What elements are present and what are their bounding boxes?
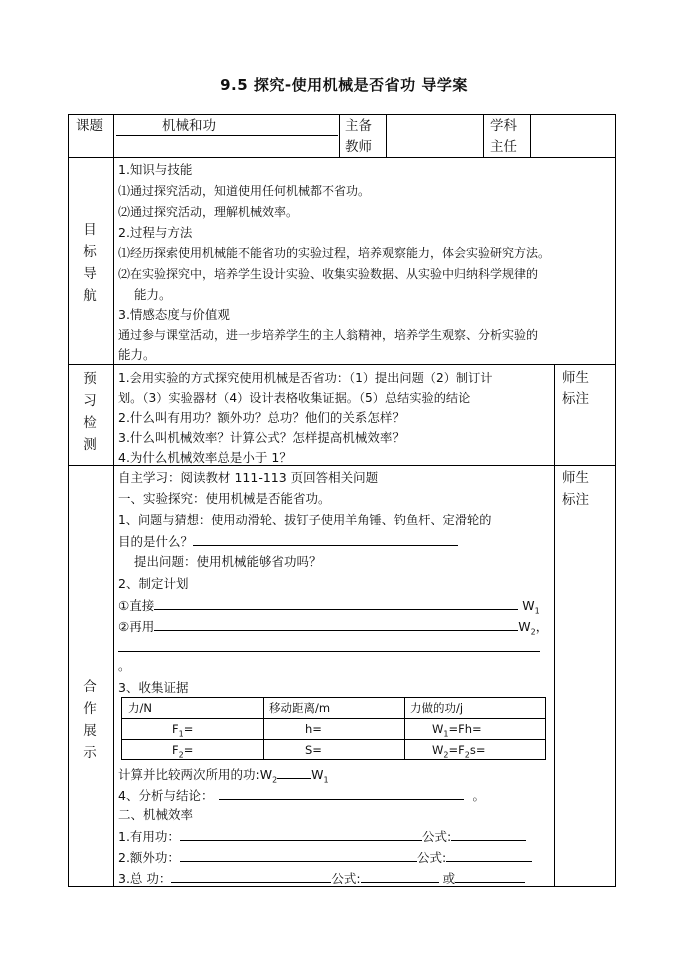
answer-blank[interactable]	[277, 765, 311, 779]
table-cell[interactable]: h=	[305, 722, 322, 736]
question-text: 提出问题：使用机械能够省功吗？	[134, 554, 322, 569]
period-mark: 。	[118, 658, 131, 673]
topic-underline	[116, 135, 338, 136]
answer-blank[interactable]	[451, 827, 526, 841]
total-work: 3.总 功： 公式: 或	[118, 869, 525, 888]
answer-blank[interactable]	[455, 869, 525, 883]
answer-blank[interactable]	[180, 827, 422, 841]
preview-label: 预 习 检 测	[83, 371, 97, 453]
compare-text: 计算并比较两次所用的功$:W_2$ $W_1$	[118, 767, 329, 785]
answer-blank[interactable]	[171, 869, 331, 883]
table-header: 力/N	[128, 701, 152, 715]
goal-line: ⑵在实验探究中，培养学生设计实验、收集实验数据、从实验中归纳科学规律的	[118, 267, 539, 281]
table-cell[interactable]: $F_2=$	[172, 743, 194, 760]
goal-line: 3.情感态度与价值观	[118, 307, 230, 322]
cooperate-side-note: 标注	[562, 492, 589, 508]
table-cell[interactable]: S=	[305, 743, 322, 757]
topic-value: 机械和功	[162, 118, 216, 134]
topic-label: 课题	[76, 118, 103, 134]
goal-line: ⑴经历探索使用机械能不能省功的实验过程，培养观察能力，体会实验研究方法。	[118, 246, 551, 260]
header-divider	[386, 114, 387, 157]
collect-heading: 3、收集证据	[118, 680, 189, 695]
goal-line: 1.知识与技能	[118, 162, 193, 177]
preview-line: 1.会用实验的方式探究使用机械是否省功：（1）提出问题（2）制订计	[118, 371, 493, 385]
table-border-top	[68, 114, 616, 115]
goals-label: 目 标 导 航	[83, 222, 97, 304]
row-divider	[68, 364, 616, 365]
teacher-label: 主备	[345, 118, 372, 134]
header-divider	[530, 114, 531, 157]
goal-line: ⑵通过探究活动，理解机械效率。	[118, 205, 299, 219]
question-text: 1、问题与猜想：使用动滑轮、拔钉子使用羊角锤、钓鱼杆、定滑轮的	[118, 513, 492, 527]
head-label: 主任	[490, 139, 517, 155]
analysis-text: 4、分析与结论： 。	[118, 788, 485, 803]
goal-line: 能力。	[118, 347, 156, 362]
useful-work: 1.有用功： 公式:	[118, 827, 526, 846]
plan-direct: ①直接 $W_1$	[118, 598, 540, 616]
teacher-label: 教师	[345, 139, 372, 155]
answer-blank[interactable]	[180, 848, 417, 862]
plan-reuse: ②再用 $W_2$，	[118, 619, 549, 637]
section-heading: 二、机械效率	[118, 807, 194, 822]
side-column-divider	[554, 364, 555, 887]
header-divider	[483, 114, 484, 157]
goal-line: 通过参与课堂活动，进一步培养学生的主人翁精神，培养学生观察、分析实验的	[118, 328, 539, 342]
goal-line: 能力。	[134, 287, 172, 302]
answer-blank[interactable]	[193, 532, 458, 546]
table-header: 移动距离/m	[269, 701, 331, 715]
preview-line: 2.什么叫有用功？额外功？总功？他们的关系怎样？	[118, 410, 405, 425]
preview-side-note: 师生	[562, 370, 589, 386]
document-title: 9.5 探究-使用机械是否省功 导学案	[220, 76, 468, 94]
table-cell[interactable]: $W_2=F_2s=$	[432, 743, 486, 760]
plan-heading: 2、制定计划	[118, 576, 189, 591]
preview-side-note: 标注	[562, 391, 589, 407]
answer-blank[interactable]	[154, 596, 518, 610]
answer-blank[interactable]	[118, 651, 540, 652]
goal-line: 2.过程与方法	[118, 225, 193, 240]
head-label: 学科	[490, 118, 517, 134]
answer-blank[interactable]	[446, 848, 532, 862]
question-text: 目的是什么？	[118, 532, 458, 551]
header-divider	[339, 114, 340, 157]
preview-line: 3.什么叫机械效率？计算公式？怎样提高机械效率？	[118, 430, 405, 445]
table-header: 力做的功/j	[410, 701, 464, 715]
self-study-text: 自主学习：阅读教材 111-113 页回答相关问题	[118, 470, 379, 485]
extra-work: 2.额外功： 公式:	[118, 848, 532, 867]
goal-line: ⑴通过探究活动，知道使用任何机械都不省功。	[118, 184, 371, 198]
answer-blank[interactable]	[154, 617, 518, 631]
preview-line: 划。（3）实验器材（4）设计表格收集证据。（5）总结实验的结论	[118, 391, 471, 405]
table-cell[interactable]: $F_1=$	[172, 722, 194, 739]
row-divider	[68, 157, 616, 158]
cooperate-side-note: 师生	[562, 470, 589, 486]
answer-blank[interactable]	[219, 786, 464, 800]
evidence-table	[121, 697, 546, 760]
answer-blank[interactable]	[361, 869, 439, 883]
table-border-left	[68, 114, 69, 887]
section-heading: 一、实验探究：使用机械是否能省功。	[118, 491, 331, 506]
label-column-divider	[113, 114, 114, 887]
table-cell[interactable]: $W_1=Fh=$	[432, 722, 482, 739]
table-border-right	[615, 114, 616, 887]
preview-line: 4.为什么机械效率总是小于 1？	[118, 450, 292, 465]
cooperate-label: 合 作 展 示	[83, 679, 97, 761]
